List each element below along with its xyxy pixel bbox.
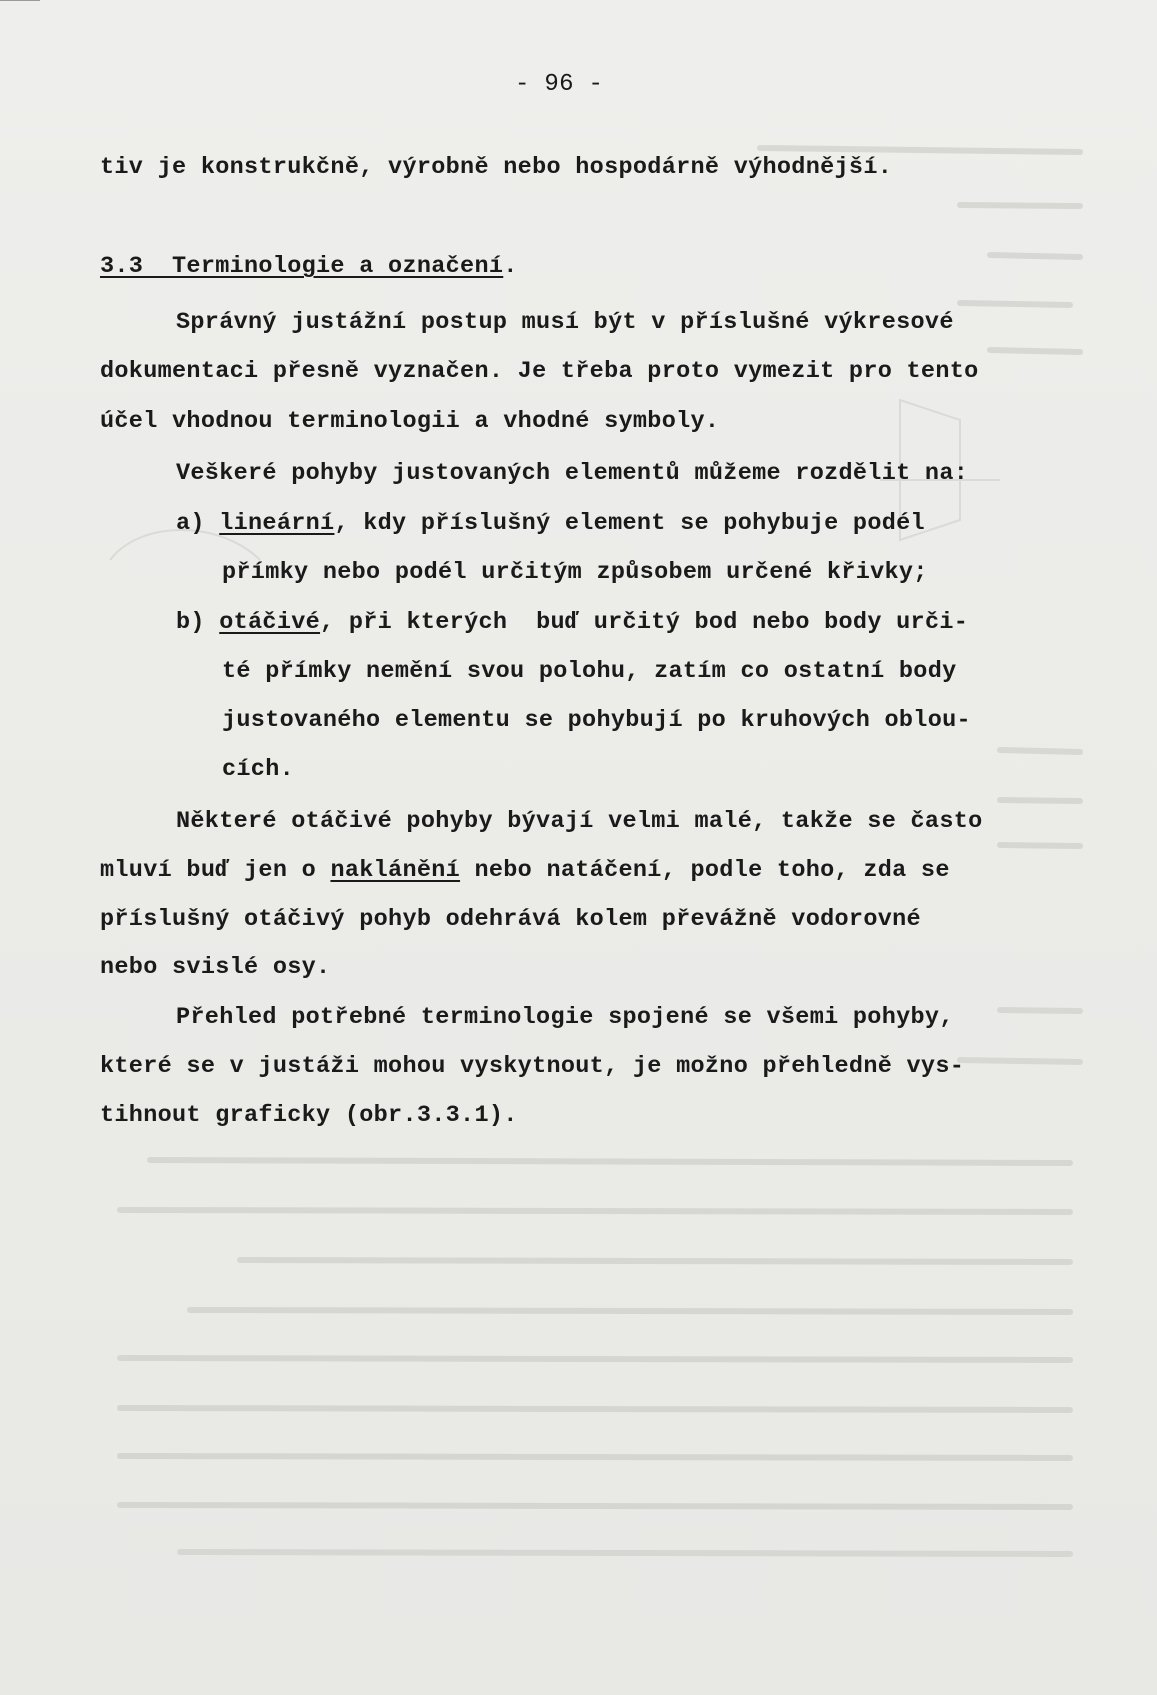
text-line: justovaného elementu se pohybují po kruhových oblou- [222,707,971,734]
text-line: Správný justážní postup musí být v příslušné výkresové [176,309,954,336]
text-line: tihnout graficky (obr.3.3.1). [100,1102,518,1129]
text-line: přímky nebo podél určitým způsobem určené křivky; [222,559,928,586]
text-line: dokumentaci přesně vyznačen. Je třeba proto vymezit pro tento [100,358,979,385]
text-line: tiv je konstrukčně, výrobně nebo hospodárně výhodnější. [100,154,893,181]
text-line: nebo svislé osy. [100,954,331,981]
page-number: - 96 - [515,71,604,98]
text-line: té přímky nemění svou polohu, zatím co ostatní body [222,658,957,685]
text-line: které se v justáži mohou vyskytnout, je možno přehledně vys- [100,1053,965,1080]
text-line: mluví buď jen o naklánění nebo natáčení, podle toho, zda se [100,857,950,884]
text-line: Veškeré pohyby justovaných elementů můžeme rozdělit na: [176,460,969,487]
text-line: příslušný otáčivý pohyb odehrává kolem převážně vodorovné [100,906,921,933]
text-line: Přehled potřebné terminologie spojené se všemi pohyby, [176,1004,954,1031]
text-line: účel vhodnou terminologii a vhodné symboly. [100,408,720,435]
section-heading: 3.3 Terminologie a označení. [100,253,518,280]
list-item-a: a) lineární, kdy příslušný element se pohybuje podél [176,510,925,537]
text-line: Některé otáčivé pohyby bývají velmi malé, takže se často [176,808,983,835]
page-corner-mark [0,0,40,41]
text-line: cích. [222,756,295,783]
list-item-b: b) otáčivé, při kterých buď určitý bod nebo body urči- [176,609,969,636]
